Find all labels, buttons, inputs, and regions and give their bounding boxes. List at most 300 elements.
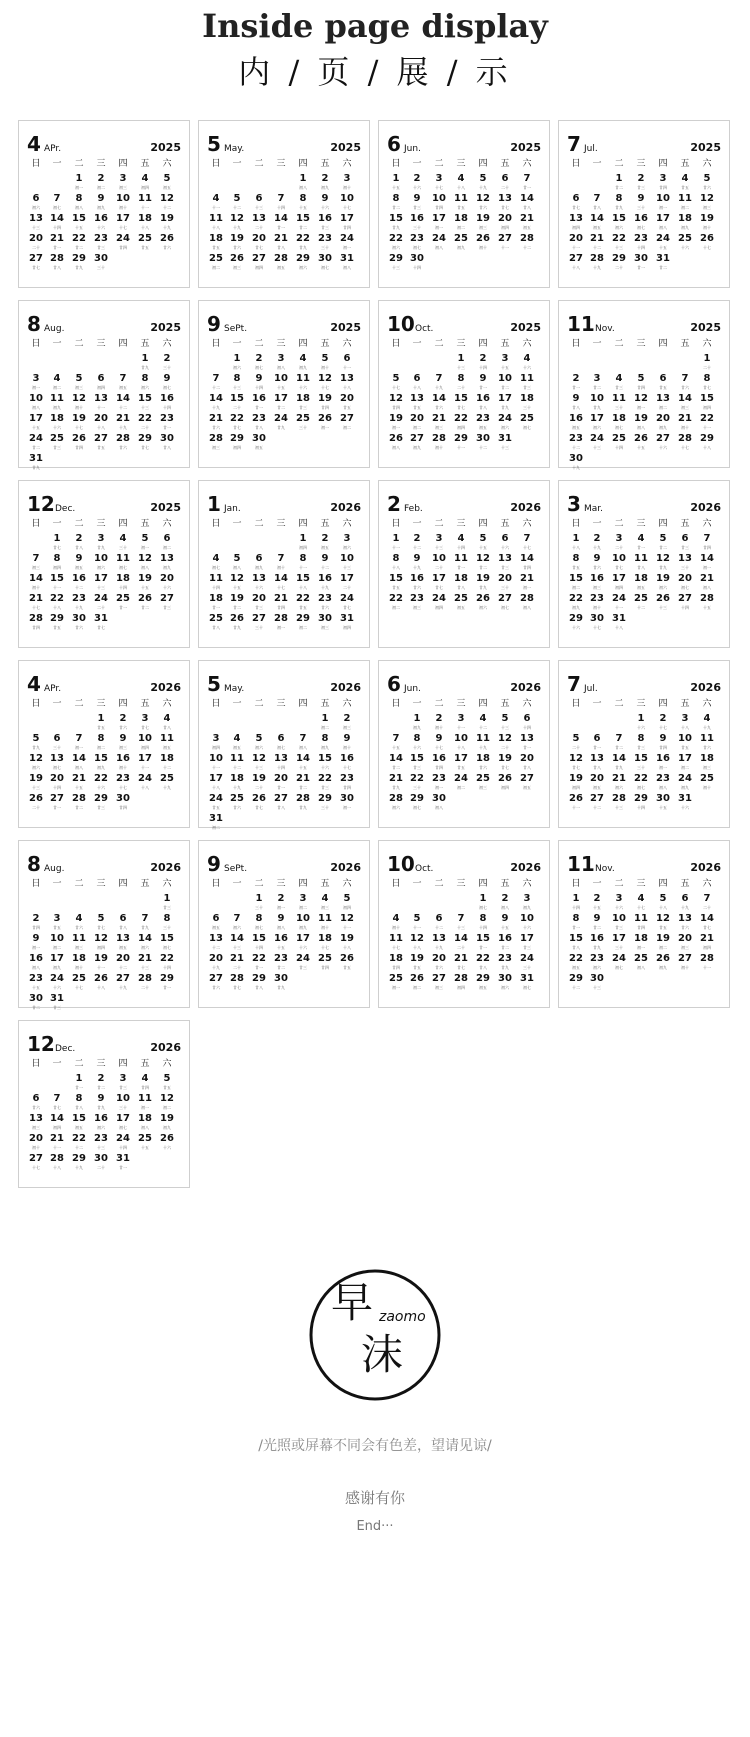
lunar-date: 初一 — [277, 625, 285, 630]
day-cell — [608, 733, 630, 753]
lunar-date: 廿七 — [572, 205, 580, 210]
month-header — [207, 133, 361, 155]
day-number: 12 — [656, 553, 670, 564]
day-cell — [586, 913, 608, 933]
month-header — [567, 673, 721, 695]
day-cell — [385, 533, 407, 553]
day-cell — [292, 733, 314, 753]
day-number: 19 — [318, 393, 332, 404]
lunar-date: 廿二 — [392, 205, 400, 210]
weekday-label: 日 — [211, 519, 221, 529]
day-cell — [696, 773, 718, 793]
lunar-date: 廿一 — [75, 1085, 83, 1090]
day-cell — [450, 373, 472, 393]
weekday-label: 六 — [342, 519, 352, 529]
lunar-date: 初三 — [212, 445, 220, 450]
month-header — [387, 673, 541, 695]
day-number: 13 — [410, 393, 424, 404]
lunar-date: 廿二 — [659, 265, 667, 270]
day-number: 7 — [233, 913, 241, 924]
lunar-date: 二十 — [703, 365, 711, 370]
weekday-label: 六 — [162, 1059, 172, 1069]
day-number: 30 — [72, 613, 86, 624]
day-number: 22 — [389, 233, 403, 244]
day-number: 24 — [296, 953, 310, 964]
day-number: 25 — [389, 973, 403, 984]
day-cell — [270, 373, 292, 393]
day-cell — [450, 573, 472, 593]
lunar-date: 初一 — [523, 585, 531, 590]
day-number: 14 — [274, 573, 288, 584]
day-number: 24 — [432, 593, 446, 604]
day-number: 18 — [296, 393, 310, 404]
weekday-label: 三 — [636, 699, 646, 709]
lunar-date: 十三 — [97, 585, 105, 590]
lunar-date: 初二 — [321, 725, 329, 730]
day-number: 19 — [72, 413, 86, 424]
day-cell — [134, 553, 156, 573]
day-number: 7 — [392, 733, 400, 744]
lunar-date: 廿八 — [53, 265, 61, 270]
lunar-date: 初六 — [501, 985, 509, 990]
lunar-date: 廿八 — [457, 585, 465, 590]
day-cell — [46, 253, 68, 273]
lunar-date: 二十 — [572, 745, 580, 750]
lunar-date: 十七 — [343, 205, 351, 210]
day-cell — [25, 933, 47, 953]
month-number: 9 — [207, 312, 221, 336]
day-number: 5 — [255, 733, 263, 744]
weekday-label: 三 — [456, 699, 466, 709]
lunar-date: 廿七 — [457, 965, 465, 970]
lunar-date: 十二 — [637, 605, 645, 610]
day-cell — [112, 753, 134, 773]
day-cell — [314, 933, 336, 953]
day-number: 22 — [252, 953, 266, 964]
day-number: 28 — [138, 973, 152, 984]
day-number: 16 — [94, 213, 108, 224]
day-number: 12 — [700, 193, 714, 204]
day-number: 9 — [413, 193, 421, 204]
day-number: 2 — [75, 533, 83, 544]
day-cell — [292, 393, 314, 413]
day-cell — [565, 253, 587, 273]
day-cell — [565, 893, 587, 913]
day-number: 20 — [160, 573, 174, 584]
day-cell — [406, 773, 428, 793]
day-cell — [248, 753, 270, 773]
day-cell — [696, 413, 718, 433]
lunar-date: 廿六 — [212, 985, 220, 990]
lunar-date: 廿八 — [572, 945, 580, 950]
lunar-date: 廿九 — [97, 545, 105, 550]
month-year: 2025 — [330, 141, 361, 154]
day-cell — [674, 953, 696, 973]
lunar-date: 初八 — [141, 1125, 149, 1130]
day-cell — [674, 393, 696, 413]
day-number: 3 — [277, 353, 285, 364]
day-cell — [205, 913, 227, 933]
lunar-date: 二十 — [501, 185, 509, 190]
day-cell — [494, 553, 516, 573]
month-number: 1 — [207, 492, 221, 516]
day-cell — [696, 893, 718, 913]
day-cell — [112, 433, 134, 453]
day-cell — [314, 573, 336, 593]
day-cell — [270, 893, 292, 913]
day-number: 2 — [343, 713, 351, 724]
day-cell — [630, 753, 652, 773]
day-number: 20 — [678, 573, 692, 584]
lunar-date: 三十 — [299, 425, 307, 430]
day-cell — [494, 953, 516, 973]
day-cell — [314, 193, 336, 213]
month-header — [387, 313, 541, 335]
day-cell — [112, 413, 134, 433]
day-cell — [565, 733, 587, 753]
month-name: Oct. — [415, 324, 434, 334]
day-number: 9 — [277, 913, 285, 924]
day-number: 19 — [29, 773, 43, 784]
day-cell — [292, 373, 314, 393]
lunar-date: 廿五 — [659, 385, 667, 390]
lunar-date: 初九 — [97, 205, 105, 210]
lunar-date: 十三 — [32, 225, 40, 230]
month-header — [27, 313, 181, 335]
day-number: 11 — [209, 213, 223, 224]
lunar-date: 初三 — [479, 225, 487, 230]
lunar-date: 十九 — [703, 725, 711, 730]
lunar-date: 廿一 — [163, 425, 171, 430]
day-number: 29 — [138, 433, 152, 444]
lunar-date: 初五 — [572, 965, 580, 970]
day-number: 30 — [634, 253, 648, 264]
day-number: 12 — [476, 193, 490, 204]
day-cell — [450, 233, 472, 253]
day-cell — [314, 413, 336, 433]
day-number: 14 — [432, 393, 446, 404]
day-number: 11 — [700, 733, 714, 744]
lunar-date: 廿五 — [97, 445, 105, 450]
day-number: 23 — [410, 593, 424, 604]
day-number: 16 — [29, 953, 43, 964]
lunar-date: 初七 — [277, 745, 285, 750]
day-cell — [314, 353, 336, 373]
lunar-date: 廿一 — [255, 405, 263, 410]
lunar-date: 廿四 — [392, 965, 400, 970]
lunar-date: 十三 — [501, 725, 509, 730]
day-cell — [205, 953, 227, 973]
day-cell — [205, 753, 227, 773]
day-cell — [652, 533, 674, 553]
month-number: 8 — [27, 852, 41, 876]
lunar-date: 二十 — [141, 985, 149, 990]
lunar-date: 初八 — [75, 765, 83, 770]
weekday-label: 日 — [211, 699, 221, 709]
lunar-date: 十五 — [75, 225, 83, 230]
day-cell — [156, 553, 178, 573]
lunar-date: 初二 — [97, 745, 105, 750]
lunar-date: 廿九 — [299, 245, 307, 250]
day-number: 2 — [659, 713, 667, 724]
day-cell — [25, 453, 47, 473]
lunar-date: 初二 — [681, 765, 689, 770]
lunar-date: 廿六 — [321, 605, 329, 610]
lunar-date: 初八 — [32, 405, 40, 410]
day-number: 17 — [340, 213, 354, 224]
lunar-date: 初八 — [392, 445, 400, 450]
lunar-date: 十八 — [615, 625, 623, 630]
lunar-date: 廿二 — [479, 565, 487, 570]
day-number: 3 — [343, 173, 351, 184]
day-cell — [336, 793, 358, 813]
day-number: 20 — [432, 953, 446, 964]
lunar-date: 廿三 — [299, 965, 307, 970]
month-header — [207, 673, 361, 695]
day-number: 12 — [160, 1093, 174, 1104]
lunar-date: 十七 — [681, 445, 689, 450]
day-cell — [68, 213, 90, 233]
weekday-label: 六 — [342, 879, 352, 889]
day-cell — [68, 553, 90, 573]
lunar-date: 十七 — [392, 945, 400, 950]
lunar-date: 十三 — [97, 1145, 105, 1150]
weekday-label: 五 — [140, 1059, 150, 1069]
day-number: 30 — [318, 253, 332, 264]
weekday-label: 五 — [680, 339, 690, 349]
lunar-date: 初六 — [593, 425, 601, 430]
lunar-date: 初十 — [343, 185, 351, 190]
day-cell — [674, 913, 696, 933]
day-number: 20 — [94, 413, 108, 424]
day-number: 18 — [138, 1113, 152, 1124]
lunar-date: 初六 — [97, 1125, 105, 1130]
day-number: 1 — [233, 353, 241, 364]
day-number: 30 — [590, 973, 604, 984]
day-number: 3 — [659, 173, 667, 184]
logo-char-top: 早 — [331, 1278, 374, 1327]
day-cell — [630, 893, 652, 913]
day-cell — [134, 433, 156, 453]
day-cell — [270, 613, 292, 633]
month-name: APr. — [44, 144, 62, 154]
day-number: 5 — [233, 553, 241, 564]
lunar-date: 廿一 — [119, 1165, 127, 1170]
day-cell — [112, 1153, 134, 1173]
lunar-date: 初十 — [32, 1145, 40, 1150]
lunar-date: 十一 — [343, 365, 351, 370]
lunar-date: 初十 — [321, 365, 329, 370]
day-cell — [292, 893, 314, 913]
day-number: 20 — [410, 413, 424, 424]
lunar-date: 廿五 — [659, 925, 667, 930]
day-cell — [630, 573, 652, 593]
day-number: 2 — [97, 173, 105, 184]
day-number: 29 — [569, 613, 583, 624]
day-cell — [630, 533, 652, 553]
weekday-label: 一 — [232, 159, 242, 169]
day-number: 15 — [72, 213, 86, 224]
end-text: End··· — [356, 1519, 394, 1534]
day-cell — [428, 233, 450, 253]
weekday-label: 一 — [412, 519, 422, 529]
day-cell — [46, 553, 68, 573]
month-header — [27, 853, 181, 875]
day-number: 21 — [29, 593, 43, 604]
day-cell — [586, 253, 608, 273]
lunar-date: 初十 — [593, 605, 601, 610]
day-number: 25 — [72, 973, 86, 984]
lunar-date: 初八 — [277, 365, 285, 370]
lunar-date: 三十 — [321, 245, 329, 250]
lunar-date: 初七 — [615, 425, 623, 430]
day-cell — [696, 913, 718, 933]
day-number: 13 — [498, 553, 512, 564]
day-cell — [68, 433, 90, 453]
weekday-label: 三 — [456, 519, 466, 529]
lunar-date: 廿九 — [615, 765, 623, 770]
day-cell — [46, 213, 68, 233]
day-number: 26 — [389, 433, 403, 444]
day-number: 14 — [520, 553, 534, 564]
day-number: 23 — [94, 1133, 108, 1144]
day-number: 15 — [252, 933, 266, 944]
day-cell — [90, 1133, 112, 1153]
day-number: 13 — [590, 753, 604, 764]
day-cell — [226, 233, 248, 253]
weekday-label: 三 — [96, 159, 106, 169]
day-number: 13 — [498, 193, 512, 204]
lunar-date: 廿六 — [413, 585, 421, 590]
month-header — [567, 133, 721, 155]
day-cell — [565, 213, 587, 233]
lunar-date: 十一 — [97, 405, 105, 410]
lunar-date: 廿五 — [343, 965, 351, 970]
lunar-date: 十五 — [637, 445, 645, 450]
weekday-label: 日 — [211, 159, 221, 169]
day-cell — [205, 553, 227, 573]
day-cell — [205, 593, 227, 613]
weekday-label: 日 — [211, 339, 221, 349]
weekday-label: 六 — [342, 159, 352, 169]
day-number: 15 — [296, 213, 310, 224]
weekday-label: 四 — [298, 159, 308, 169]
lunar-date: 十七 — [75, 425, 83, 430]
day-cell — [226, 953, 248, 973]
weekday-label: 一 — [52, 699, 62, 709]
day-cell — [428, 373, 450, 393]
lunar-date: 廿七 — [255, 245, 263, 250]
day-cell — [586, 973, 608, 993]
day-cell — [696, 593, 718, 613]
lunar-date: 初七 — [681, 585, 689, 590]
lunar-date: 廿七 — [53, 545, 61, 550]
lunar-date: 初六 — [32, 765, 40, 770]
day-number: 3 — [615, 893, 623, 904]
day-cell — [90, 913, 112, 933]
lunar-date: 十八 — [457, 185, 465, 190]
lunar-date: 十七 — [392, 385, 400, 390]
weekday-label: 一 — [52, 519, 62, 529]
lunar-date: 初三 — [32, 565, 40, 570]
day-number: 29 — [454, 433, 468, 444]
day-number: 22 — [72, 1133, 86, 1144]
day-cell — [696, 933, 718, 953]
day-cell — [248, 193, 270, 213]
lunar-date: 十四 — [637, 805, 645, 810]
day-cell — [406, 573, 428, 593]
day-number: 4 — [523, 353, 531, 364]
month-name: May. — [224, 144, 245, 154]
day-cell — [248, 213, 270, 233]
day-number: 7 — [523, 533, 531, 544]
day-cell — [630, 713, 652, 733]
day-cell — [90, 553, 112, 573]
day-number: 6 — [681, 893, 689, 904]
lunar-date: 二十 — [615, 265, 623, 270]
lunar-date: 初四 — [141, 745, 149, 750]
day-cell — [630, 393, 652, 413]
day-number: 11 — [230, 753, 244, 764]
day-number: 13 — [340, 373, 354, 384]
lunar-date: 十五 — [501, 925, 509, 930]
weekday-label: 五 — [140, 339, 150, 349]
weekday-label: 五 — [320, 339, 330, 349]
lunar-date: 三十 — [119, 545, 127, 550]
weekday-label: 四 — [298, 879, 308, 889]
lunar-date: 十二 — [233, 205, 241, 210]
day-number: 19 — [569, 773, 583, 784]
lunar-date: 初七 — [637, 225, 645, 230]
month-name: Aug. — [44, 864, 65, 874]
lunar-date: 十八 — [53, 1165, 61, 1170]
lunar-date: 十一 — [53, 1145, 61, 1150]
day-number: 9 — [593, 553, 601, 564]
weekday-label: 三 — [456, 339, 466, 349]
day-number: 2 — [501, 893, 509, 904]
day-cell — [248, 373, 270, 393]
day-number: 6 — [97, 373, 105, 384]
lunar-date: 初四 — [572, 225, 580, 230]
day-cell — [385, 373, 407, 393]
day-number: 4 — [141, 1073, 149, 1084]
day-number: 4 — [681, 173, 689, 184]
lunar-date: 初五 — [163, 185, 171, 190]
day-cell — [450, 553, 472, 573]
lunar-date: 十五 — [75, 785, 83, 790]
weekday-label: 五 — [680, 159, 690, 169]
day-number: 15 — [138, 393, 152, 404]
day-number: 7 — [119, 373, 127, 384]
day-number: 4 — [163, 713, 171, 724]
lunar-date: 初二 — [299, 905, 307, 910]
day-number: 2 — [572, 373, 580, 384]
lunar-date: 十一 — [212, 765, 220, 770]
day-cell — [630, 953, 652, 973]
day-number: 14 — [520, 193, 534, 204]
day-cell — [608, 913, 630, 933]
lunar-date: 十六 — [299, 385, 307, 390]
weekday-label: 三 — [636, 159, 646, 169]
lunar-date: 二十 — [32, 245, 40, 250]
day-number: 7 — [299, 733, 307, 744]
weekday-label: 五 — [500, 519, 510, 529]
lunar-date: 初五 — [119, 385, 127, 390]
day-number: 28 — [389, 793, 403, 804]
day-cell — [25, 613, 47, 633]
day-cell — [674, 213, 696, 233]
day-number: 20 — [252, 233, 266, 244]
